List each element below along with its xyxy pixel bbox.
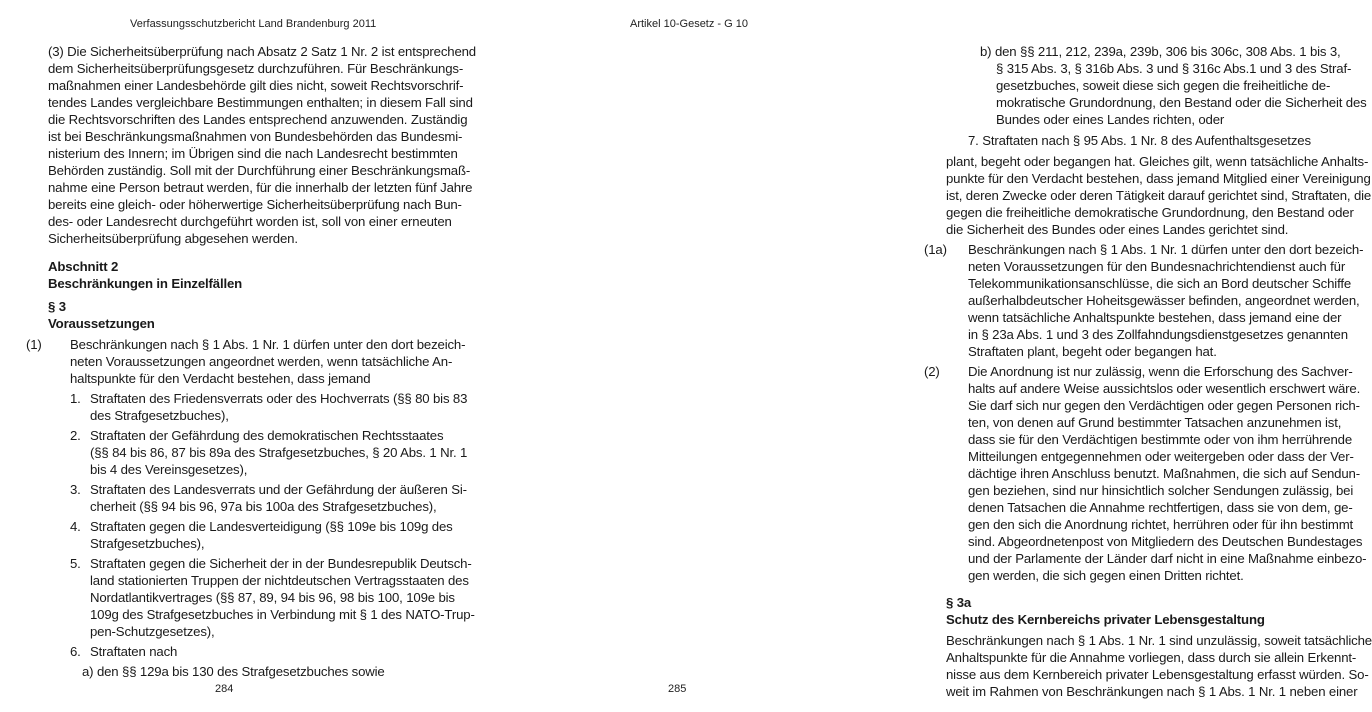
right-page bbox=[450, 0, 1372, 712]
item-label: (1) bbox=[26, 337, 42, 352]
text-line: gegen die freiheitliche demokratische Grundordnung, den Bestand oder bbox=[946, 205, 1354, 220]
text-line: weit im Rahmen von Beschränkungen nach § 1 Abs. 1 Nr. 1 neben einer bbox=[946, 684, 1358, 699]
text-line: plant, begeht oder begangen hat. Gleiches gilt, wenn tatsächliche Anhalts- bbox=[946, 154, 1369, 169]
text-line: bis 4 des Vereinsgesetzes), bbox=[90, 462, 248, 477]
text-line: des Strafgesetzbuches), bbox=[90, 408, 229, 423]
text-line: land stationierten Truppen der nichtdeutschen Vertragsstaaten des bbox=[90, 573, 469, 588]
text-line: ist, deren Zwecke oder deren Tätigkeit darauf gerichtet sind, Straftaten, die bbox=[946, 188, 1372, 203]
text-line: Straftaten der Gefährdung des demokratischen Rechtsstaates bbox=[90, 428, 444, 443]
list-item bbox=[70, 481, 467, 515]
paragraph-title: Voraussetzungen bbox=[48, 316, 155, 331]
item-1a bbox=[924, 241, 1364, 360]
item-label: 2. bbox=[70, 428, 81, 443]
text-line: Die Anordnung ist nur zulässig, wenn die Erforschung des Sachver- bbox=[968, 364, 1353, 379]
text-line: ist bei Beschränkungsmaßnahmen von Bundesbehörden das Bundesmi- bbox=[48, 129, 463, 144]
paragraph-number: § 3 bbox=[48, 299, 66, 314]
text-line: dass sie für den Verdächtigen bestimmte oder von ihm herrührende bbox=[968, 432, 1353, 447]
running-head: Verfassungsschutzbericht Land Brandenburg 2011 bbox=[130, 18, 377, 30]
section-subtitle: Beschränkungen in Einzelfällen bbox=[48, 276, 243, 291]
text-line: haltspunkte für den Verdacht bestehen, dass jemand bbox=[70, 371, 371, 386]
text-line: neten Voraussetzungen angeordnet werden, wenn tatsächliche An- bbox=[70, 354, 453, 369]
text-line: und der Parlamente der Länder darf nicht in eine Maßnahme einbezo- bbox=[968, 551, 1367, 566]
text-line: die Rechtsvorschriften des Landes entsprechend anzuwenden. Zuständig bbox=[48, 112, 468, 127]
right-page-body bbox=[924, 43, 1372, 700]
text-line: außerhalbdeutscher Hoheitsgewässer befinden, angeordnet werden, bbox=[968, 293, 1360, 308]
running-head: Artikel 10-Gesetz - G 10 bbox=[630, 18, 748, 30]
text-line: in § 23a Abs. 1 und 3 des Zollfahndungsdienstgesetzes genannten bbox=[968, 327, 1348, 342]
text-line: Sie darf sich nur gegen den Verdächtigen oder gegen Personen rich- bbox=[968, 398, 1360, 413]
text-line: Beschränkungen nach § 1 Abs. 1 Nr. 1 dürfen unter den dort bezeich- bbox=[70, 337, 466, 352]
text-line: pen-Schutzgesetzes), bbox=[90, 624, 215, 639]
text-line: Beschränkungen nach § 1 Abs. 1 Nr. 1 dürfen unter den dort bezeich- bbox=[968, 242, 1364, 257]
text-line: 109g des Strafgesetzbuches in Verbindung mit § 1 des NATO-Trup- bbox=[90, 607, 475, 622]
left-page-body bbox=[26, 43, 476, 680]
text-line: Mitteilungen entgegennehmen oder weitergeben oder dass der Ver- bbox=[968, 449, 1354, 464]
item-label: 6. bbox=[70, 644, 81, 659]
text-line: nisterium des Innern; im Übrigen sind die nach Landesrecht bestimmten bbox=[48, 146, 458, 161]
text-line: Telekommunikationsanschlüsse, die sich an Bord deutscher Schiffe bbox=[968, 276, 1352, 291]
text-line: gen beziehen, sind nur hinsichtlich solcher Sendungen zulässig, bei bbox=[968, 483, 1354, 498]
text-line: neten Voraussetzungen für den Bundesnachrichtendienst auch für bbox=[968, 259, 1346, 274]
sub-item-a: a) den §§ 129a bis 130 des Strafgesetzbuches sowie bbox=[82, 664, 385, 679]
text-line: halts auf andere Weise aussichtslos oder wesentlich erschwert wäre. bbox=[968, 381, 1361, 396]
text-line: (§§ 84 bis 86, 87 bis 89a des Strafgesetzbuches, § 20 Abs. 1 Nr. 1 bbox=[90, 445, 468, 460]
list-item bbox=[70, 643, 404, 660]
text-line: Straftaten nach bbox=[90, 644, 178, 659]
paragraph-3-intro bbox=[48, 43, 476, 247]
list-item bbox=[70, 390, 468, 424]
text-line: Behörden zuständig. Soll mit der Durchführung einer Beschränkungsmaß- bbox=[48, 163, 471, 178]
paragraph-number: § 3a bbox=[946, 595, 972, 610]
left-page bbox=[0, 0, 476, 712]
text-line: Nordatlantikvertrages (§§ 87, 89, 94 bis 96, 98 bis 100, 109e bis bbox=[90, 590, 455, 605]
text-line: (3) Die Sicherheitsüberprüfung nach Absatz 2 Satz 1 Nr. 2 ist entsprechend bbox=[48, 44, 476, 59]
item-label: 1. bbox=[70, 391, 81, 406]
text-line: nahme eine Person betraut werden, für die innerhalb der letzten fünf Jahre bbox=[48, 180, 473, 195]
text-line: die Sicherheit des Bundes oder eines Landes gerichtet sind. bbox=[946, 222, 1289, 237]
list-item bbox=[70, 518, 453, 552]
text-line: wenn tatsächliche Anhaltspunkte bestehen, dass jemand eine der bbox=[968, 310, 1342, 325]
text-line: des- oder Landesrecht durchgeführt worden ist, soll von einer erneuten bbox=[48, 214, 452, 229]
text-line: punkte für den Verdacht bestehen, dass jemand Mitglied einer Vereinigung bbox=[946, 171, 1371, 186]
text-line: Strafgesetzbuches), bbox=[90, 536, 205, 551]
text-line: sind. Abgeordnetenpost von Mitgliedern des Deutschen Bundestages bbox=[968, 534, 1363, 549]
text-line: Beschränkungen nach § 1 Abs. 1 Nr. 1 sind unzulässig, soweit tatsächliche bbox=[946, 633, 1372, 648]
text-line: gesetzbuches, soweit diese sich gegen die freiheitliche de- bbox=[996, 78, 1331, 93]
item-label: (2) bbox=[924, 364, 940, 379]
text-line: Anhaltspunkte für die Annahme vorliegen, dass durch sie allein Erkennt- bbox=[946, 650, 1357, 665]
list-item bbox=[70, 427, 468, 478]
text-line: Straftaten des Landesverrats und der Gefährdung der äußeren Si- bbox=[90, 482, 467, 497]
text-line: dächtige ihren Anschluss benutzt. Maßnahmen, die sich auf Sendun- bbox=[968, 466, 1360, 481]
text-line: nisse aus dem Kernbereich privater Lebensgestaltung erfasst würden. So- bbox=[946, 667, 1369, 682]
text-line: gen werden, die sich gegen einen Dritten richtet. bbox=[968, 568, 1244, 583]
item-label: 5. bbox=[70, 556, 81, 571]
text-line: mokratische Grundordnung, den Bestand oder die Sicherheit des bbox=[996, 95, 1367, 110]
text-line: bereits eine gleich- oder höherwertige Sicherheitsüberprüfung nach Bun- bbox=[48, 197, 462, 212]
list-item-7: 7. Straftaten nach § 95 Abs. 1 Nr. 8 des Aufenthaltsgesetzes bbox=[968, 133, 1311, 148]
page-number: 285 bbox=[668, 683, 687, 695]
item-label: (1a) bbox=[924, 242, 947, 257]
item-1 bbox=[26, 336, 466, 387]
text-line: ten, von denen auf Grund bestimmter Tatsachen anzunehmen ist, bbox=[968, 415, 1342, 430]
text-line: Straftaten gegen die Sicherheit der in der Bundesrepublik Deutsch- bbox=[90, 556, 472, 571]
text-line: b) den §§ 211, 212, 239a, 239b, 306 bis 306c, 308 Abs. 1 bis 3, bbox=[980, 44, 1341, 59]
paragraph-3a-body bbox=[946, 632, 1372, 700]
text-line: Bundes oder eines Landes richten, oder bbox=[996, 112, 1225, 127]
text-line: gen den sich die Anordnung richtet, herrühren oder für ihn bestimmt bbox=[968, 517, 1354, 532]
continuation-paragraph bbox=[946, 153, 1372, 238]
text-line: denen Tatsachen die Annahme rechtfertigen, dass sie von dem, ge- bbox=[968, 500, 1353, 515]
text-line: Straftaten gegen die Landesverteidigung (§§ 109e bis 109g des bbox=[90, 519, 453, 534]
item-label: 4. bbox=[70, 519, 81, 534]
paragraph-title: Schutz des Kernbereichs privater Lebensgestaltung bbox=[946, 612, 1265, 627]
list-item bbox=[70, 555, 475, 640]
text-line: dem Sicherheitsüberprüfungsgesetz durchzuführen. Für Beschränkungs- bbox=[48, 61, 464, 76]
section-title: Abschnitt 2 bbox=[48, 259, 119, 274]
text-line: Sicherheitsüberprüfung abgesehen werden. bbox=[48, 231, 298, 246]
text-line: tendes Landes vergleichbare Bestimmungen enthalten; in diesem Fall sind bbox=[48, 95, 473, 110]
item-label: 3. bbox=[70, 482, 81, 497]
text-line: § 315 Abs. 3, § 316b Abs. 3 und § 316c Abs.1 und 3 des Straf- bbox=[996, 61, 1352, 76]
text-line: cherheit (§§ 94 bis 96, 97a bis 100a des Strafgesetzbuches), bbox=[90, 499, 437, 514]
item-2 bbox=[924, 363, 1367, 584]
sub-item-b bbox=[980, 43, 1367, 128]
page-number: 284 bbox=[215, 683, 234, 695]
text-line: Straftaten des Friedensverrats oder des Hochverrats (§§ 80 bis 83 bbox=[90, 391, 468, 406]
text-line: maßnahmen einer Landesbehörde gilt dies nicht, soweit Rechtsvorschrif- bbox=[48, 78, 464, 93]
text-line: Straftaten plant, begeht oder begangen hat. bbox=[968, 344, 1217, 359]
